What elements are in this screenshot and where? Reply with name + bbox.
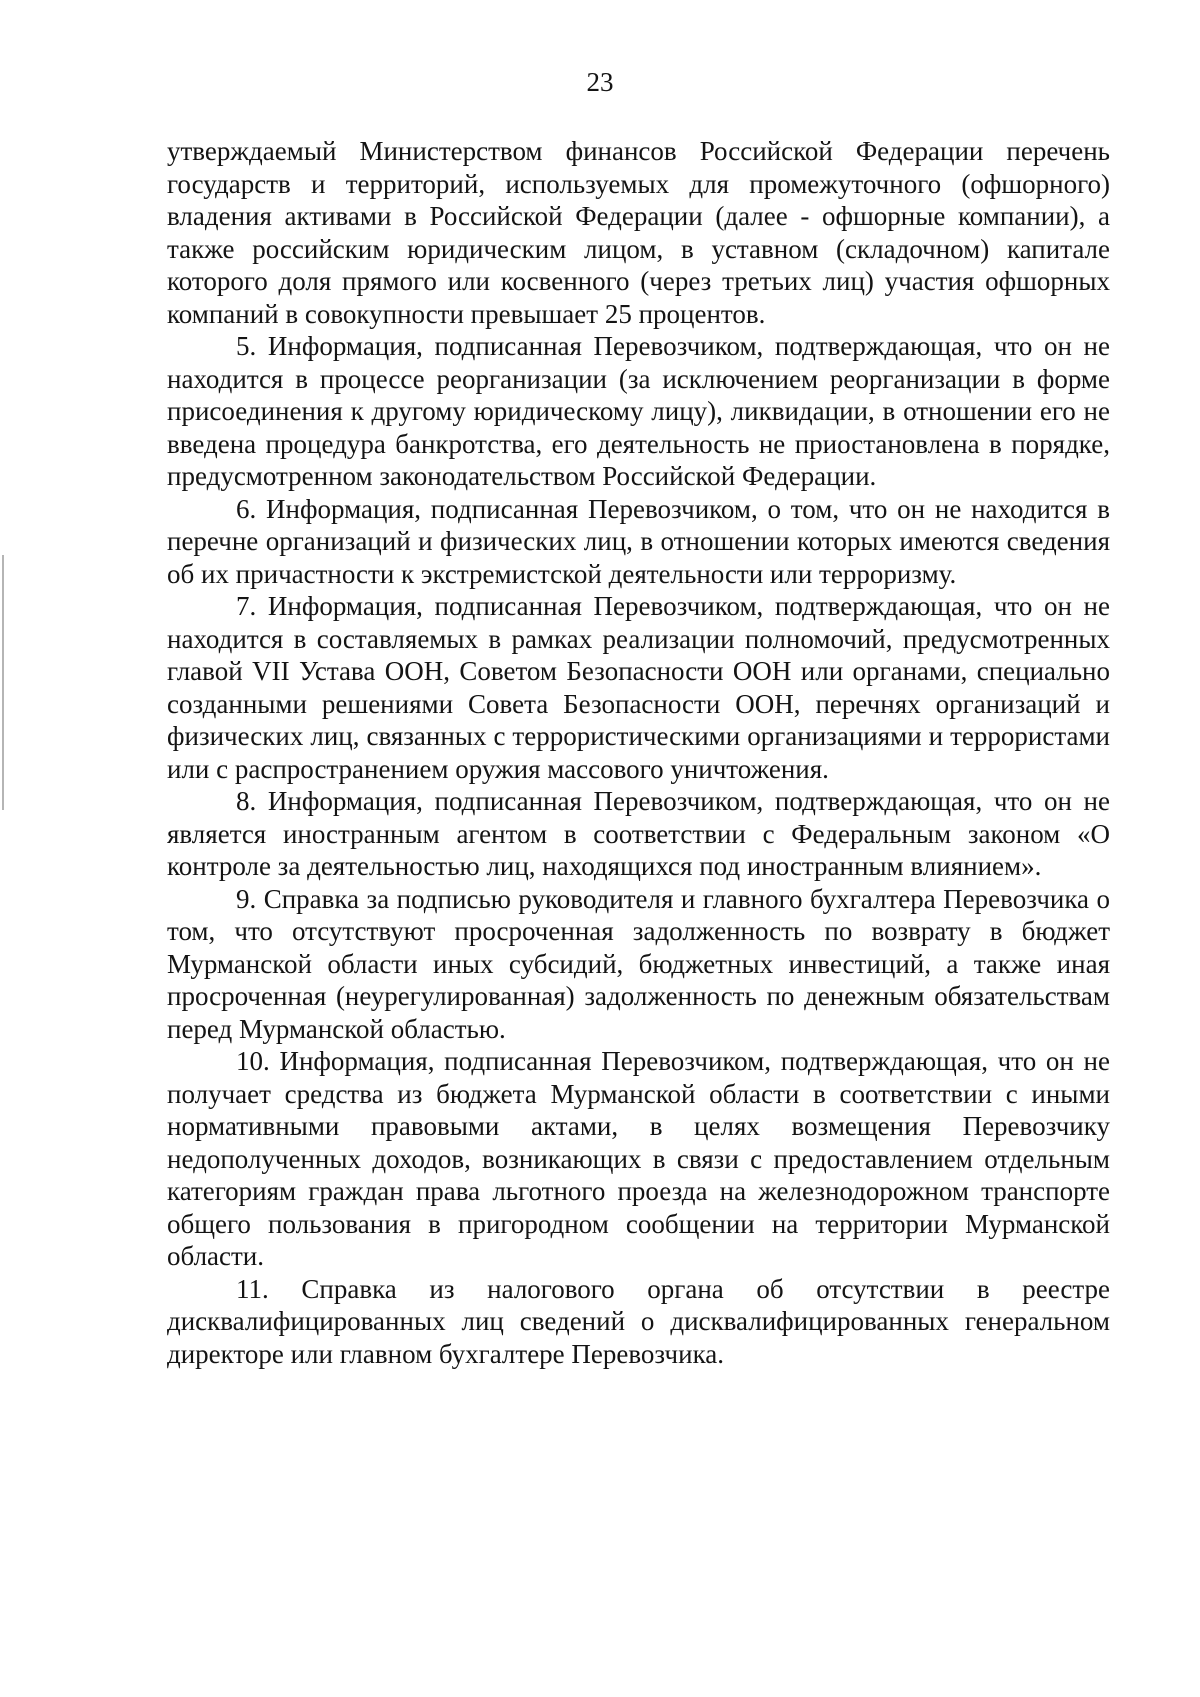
- document-body: [167, 135, 1110, 1370]
- page-number: 23: [586, 67, 614, 97]
- paragraph-item-9: 9. Справка за подписью руководителя и главного бухгалтера Перевозчика о том, что отсутствуют просроченная задолженность по возврату в бюджет Мурманской области иных субсидий, бюджетных инвестиций, а также иная просроченная (неурегулированная) задолженность по денежным обязательствам перед Мурманской областью.: [167, 883, 1110, 1044]
- paragraph-item-5: 5. Информация, подписанная Перевозчиком, подтверждающая, что он не находится в процессе реорганизации (за исключением реорганизации в форме присоединения к другому юридическому лицу), ликвидации, в отношении его не введена процедура банкротства, его деятельность не приостановлена в порядке, предусмотренном законодательством Российской Федерации.: [167, 331, 1110, 491]
- paragraph-item-11: 11. Справка из налогового органа об отсутствии в реестре дисквалифицированных лиц сведений о дисквалифицированных генеральном директоре или главном бухгалтере Перевозчика.: [167, 1273, 1110, 1369]
- paragraph-item-6: 6. Информация, подписанная Перевозчиком, о том, что он не находится в перечне организаций и физических лиц, в отношении которых имеются сведения об их причастности к экстремистской деятельности или терроризму.: [167, 493, 1110, 589]
- paragraph-continuation: утверждаемый Министерством финансов Российской Федерации перечень государств и территорий, используемых для промежуточного (офшорного) владения активами в Российской Федерации (далее - офшорные компании), а также российским юридическим лицом, в уставном (складочном) капитале которого доля прямого или косвенного (через третьих лиц) участия офшорных компаний в совокупности превышает 25 процентов.: [167, 136, 1110, 329]
- paragraph-item-7: 7. Информация, подписанная Перевозчиком, подтверждающая, что он не находится в составляемых в рамках реализации полномочий, предусмотренных главой VII Устава ООН, Советом Безопасности ООН или органами, специально созданными решениями Совета Безопасности ООН, перечнях организаций и физических лиц, связанных с террористическими организациями и террористами или с распространением оружия массового уничтожения.: [167, 591, 1110, 784]
- paragraph-item-8: 8. Информация, подписанная Перевозчиком, подтверждающая, что он не является иностранным агентом в соответствии с Федеральным законом «О контроле за деятельностью лиц, находящихся под иностранным влиянием».: [167, 786, 1110, 881]
- scan-edge-mark: [2, 555, 4, 810]
- paragraph-item-10: 10. Информация, подписанная Перевозчиком, подтверждающая, что он не получает средства из бюджета Мурманской области в соответствии с иными нормативными правовыми актами, в целях возмещения Перевозчику недополученных доходов, возникающих в связи с предоставлением отдельным категориям граждан права льготного проезда на железнодорожном транспорте общего пользования в пригородном сообщении на территории Мурманской области.: [167, 1046, 1110, 1271]
